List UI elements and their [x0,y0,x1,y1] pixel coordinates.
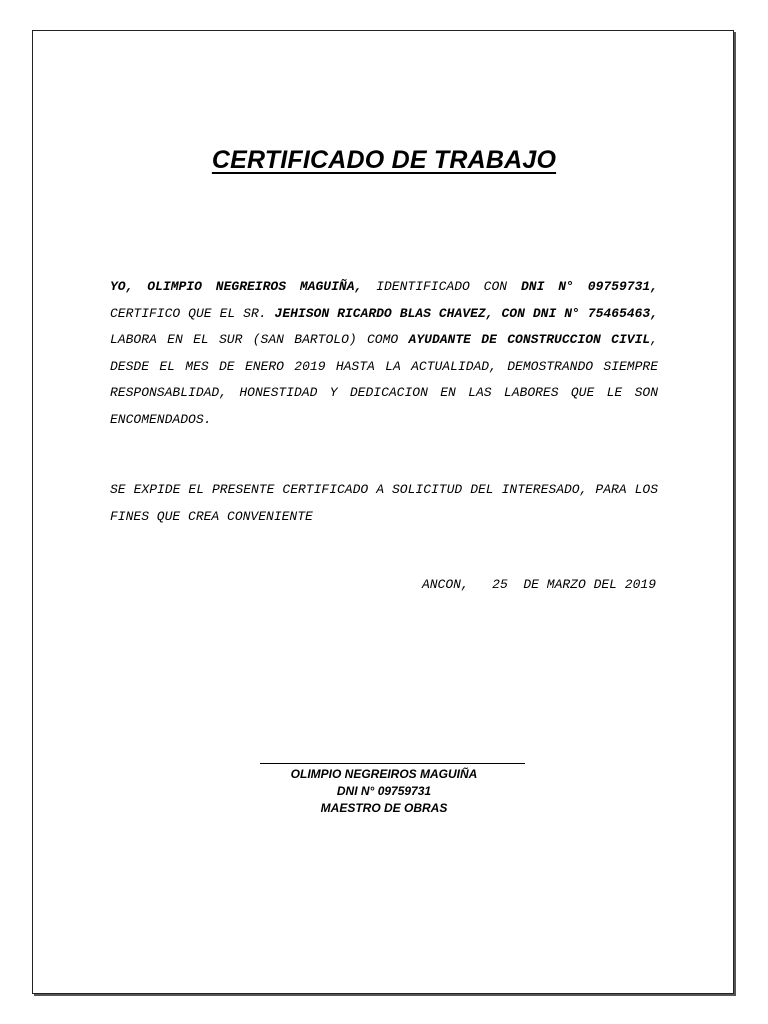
signer-role: MAESTRO DE OBRAS [320,801,448,815]
certification-paragraph [110,274,658,433]
signer-dni: DNI N° 09759731 [336,784,432,798]
issuer-name: YO, OLIMPIO NEGREIROS MAGUIÑA, [110,279,363,294]
text-segment: IDENTIFICADO CON [362,279,521,294]
page-border-shadow-bottom [34,994,736,996]
signature-line [260,763,525,764]
issuance-paragraph: SE EXPIDE EL PRESENTE CERTIFICADO A SOLICITUD DEL INTERESADO, PARA LOS FINES QUE CREA CONVENIENTE [110,482,658,524]
text-segment: , DESDE EL MES DE ENERO 2019 HASTA LA ACTUALIDAD, DEMOSTRANDO SIEMPRE RESPONSABLIDAD, HONESTIDAD Y DEDICACION EN LAS LABORES QUE LE SON ENCOMENDADOS. [110,332,658,427]
employee-name-dni: JEHISON RICARDO BLAS CHAVEZ, CON DNI N° 75465463, [274,305,659,321]
text-segment: LABORA EN EL SUR (SAN BARTOLO) COMO [110,332,409,347]
document-title: CERTIFICADO DE TRABAJO [211,146,557,174]
signer-name: OLIMPIO NEGREIROS MAGUIÑA [290,767,478,781]
page-border-shadow-right [734,32,736,996]
text-segment: CERTIFICO QUE EL SR. [110,305,275,321]
place-date: ANCON, 25 DE MARZO DEL 2019 [421,577,656,592]
signature-block [234,766,534,817]
employee-position: AYUDANTE DE CONSTRUCCION CIVIL [408,332,651,347]
issuer-dni: DNI N° 09759731, [520,279,658,294]
